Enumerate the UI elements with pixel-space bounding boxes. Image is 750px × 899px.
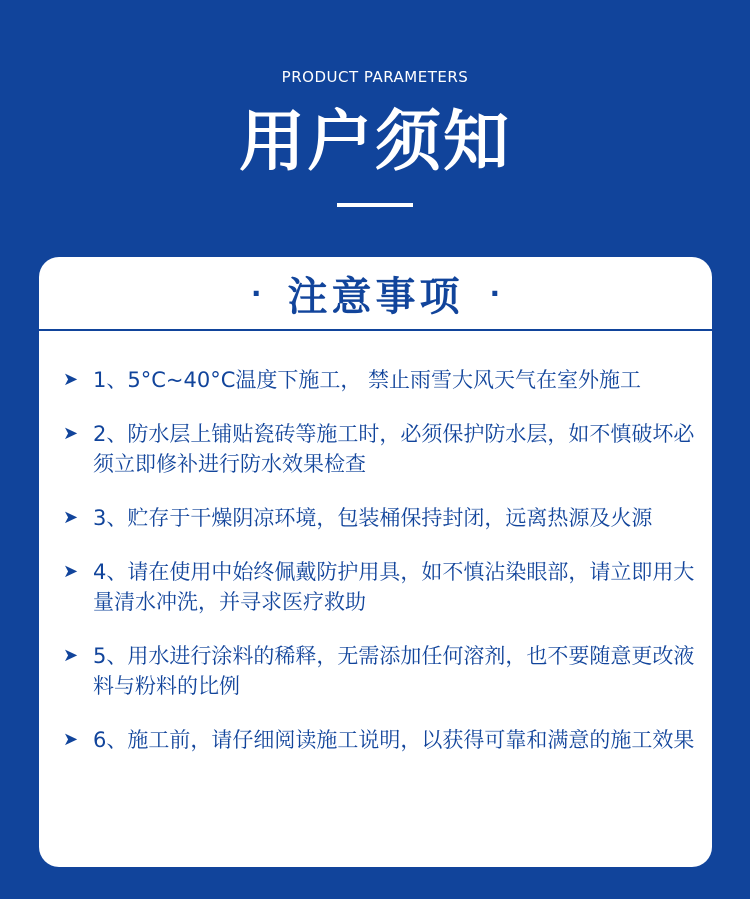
notice-item	[63, 641, 703, 701]
arrow-icon: ➤	[63, 423, 79, 444]
title-underline	[337, 203, 413, 207]
notice-card	[39, 257, 712, 867]
notice-text: 2、防水层上铺贴瓷砖等施工时，必须保护防水层，如不慎破坏必须立即修补进行防水效果检查	[93, 422, 695, 476]
left-dot: ·	[250, 276, 262, 310]
notice-item	[63, 725, 703, 755]
notice-item	[63, 365, 703, 395]
notice-text: 4、请在使用中始终佩戴防护用具，如不慎沾染眼部，请立即用大量清水冲洗，并寻求医疗救助	[93, 560, 695, 614]
notice-text: 5、用水进行涂料的稀释，无需添加任何溶剂，也不要随意更改液料与粉料的比例	[93, 644, 695, 698]
arrow-icon: ➤	[63, 507, 79, 528]
card-header	[39, 257, 712, 331]
page-title: 用户须知	[239, 103, 511, 180]
arrow-icon: ➤	[63, 369, 79, 390]
notice-item	[63, 419, 703, 479]
card-title: 注意事项	[287, 273, 464, 320]
notice-item	[63, 557, 703, 617]
eyebrow-label: PRODUCT PARAMETERS	[281, 68, 469, 86]
notice-text: 3、贮存于干燥阴凉环境，包装桶保持封闭，远离热源及火源	[93, 506, 653, 530]
right-dot: ·	[489, 276, 501, 310]
notice-list	[63, 365, 703, 779]
arrow-icon: ➤	[63, 729, 79, 750]
notice-item	[63, 503, 703, 533]
arrow-icon: ➤	[63, 645, 79, 666]
arrow-icon: ➤	[63, 561, 79, 582]
notice-text: 6、施工前，请仔细阅读施工说明，以获得可靠和满意的施工效果	[93, 728, 695, 752]
notice-text: 1、5°C~40°C温度下施工， 禁止雨雪大风天气在室外施工	[93, 368, 642, 392]
